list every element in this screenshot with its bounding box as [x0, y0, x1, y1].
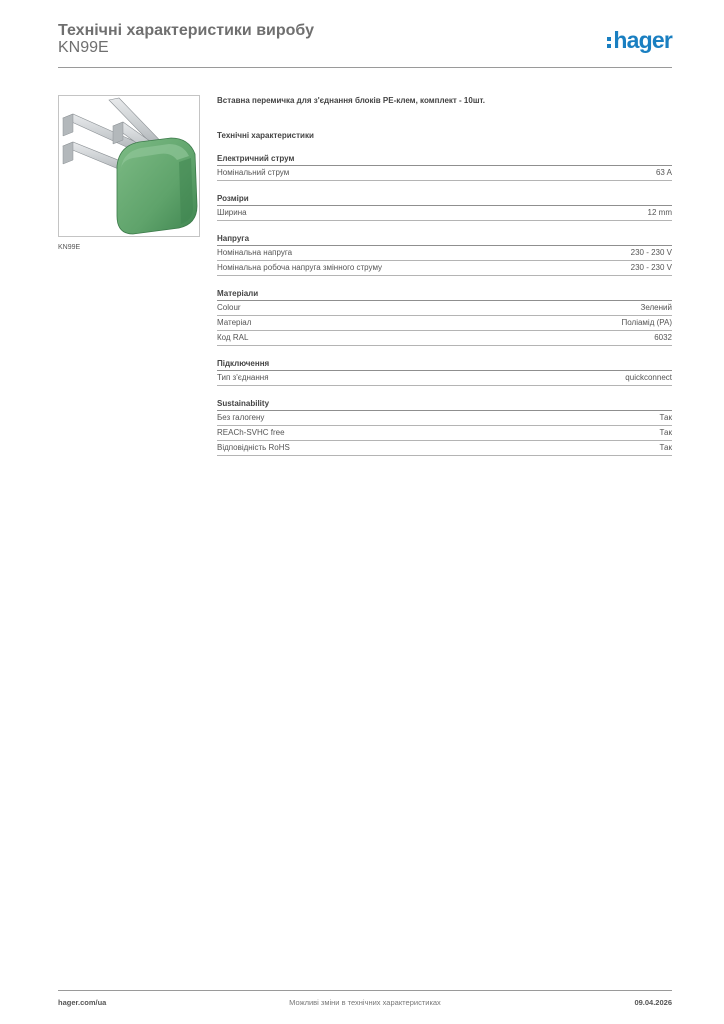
footer-notice: Можливі зміни в технічних характеристиках — [289, 998, 441, 1007]
spec-row — [217, 371, 672, 386]
spec-row — [217, 426, 672, 441]
logo-mark-icon — [607, 37, 611, 48]
product-code: KN99E — [58, 39, 109, 56]
footer-website: hager.com/ua — [58, 998, 107, 1007]
section-title: Підключення — [217, 358, 672, 371]
spec-row — [217, 331, 672, 346]
page-header — [58, 20, 672, 66]
hager-logo — [607, 25, 672, 55]
spec-value: quickconnect — [625, 373, 672, 382]
spec-value: Зелений — [640, 303, 672, 312]
footer-divider — [58, 990, 672, 991]
spec-value: Поліамід (PA) — [621, 318, 672, 327]
spec-value: 63 A — [655, 168, 672, 177]
spec-content — [217, 95, 672, 456]
spec-value: 230 - 230 V — [630, 248, 672, 257]
spec-value: 230 - 230 V — [630, 263, 672, 272]
spec-section — [217, 398, 672, 456]
spec-row — [217, 166, 672, 181]
spec-label: Colour — [217, 303, 241, 312]
spec-row — [217, 301, 672, 316]
image-caption: KN99E — [58, 244, 81, 251]
spec-value: 6032 — [654, 333, 672, 342]
spec-section — [217, 193, 672, 221]
page-footer — [58, 998, 672, 1010]
spec-label: Тип з'єднання — [217, 373, 269, 382]
spec-label: Код RAL — [217, 333, 249, 342]
spec-value: 12 mm — [647, 208, 672, 217]
spec-row — [217, 441, 672, 456]
header-divider — [58, 67, 672, 68]
section-title: Напруга — [217, 233, 672, 246]
spec-row — [217, 206, 672, 221]
spec-section — [217, 153, 672, 181]
page-title: Технічні характеристики виробу — [58, 22, 314, 39]
spec-row — [217, 316, 672, 331]
spec-row — [217, 261, 672, 276]
spec-section — [217, 288, 672, 346]
section-title: Розміри — [217, 193, 672, 206]
spec-label: Номінальна робоча напруга змінного струму — [217, 263, 383, 272]
spec-label: Матеріал — [217, 318, 252, 327]
footer-date: 09.04.2026 — [634, 998, 672, 1007]
spec-section — [217, 358, 672, 386]
spec-sections — [217, 153, 672, 456]
spec-label: Номінальна напруга — [217, 248, 293, 257]
product-image — [58, 95, 200, 237]
spec-label: REACh-SVHC free — [217, 428, 285, 437]
spec-label: Номінальний струм — [217, 168, 290, 177]
section-title: Sustainability — [217, 398, 672, 411]
spec-label: Відповідність RoHS — [217, 443, 290, 452]
logo-text: hager — [613, 26, 672, 53]
section-title: Електричний струм — [217, 153, 672, 166]
specs-heading: Технічні характеристики — [217, 131, 314, 140]
product-description: Вставна перемичка для з'єднання блоків PE-клем, комплект - 10шт. — [217, 96, 485, 105]
spec-value: Так — [659, 428, 672, 437]
spec-label: Без галогену — [217, 413, 265, 422]
spec-row — [217, 411, 672, 426]
spec-value: Так — [659, 413, 672, 422]
spec-row — [217, 246, 672, 261]
section-title: Матеріали — [217, 288, 672, 301]
jumper-bar-illustration — [59, 96, 199, 236]
spec-section — [217, 233, 672, 276]
spec-value: Так — [659, 443, 672, 452]
spec-label: Ширина — [217, 208, 247, 217]
